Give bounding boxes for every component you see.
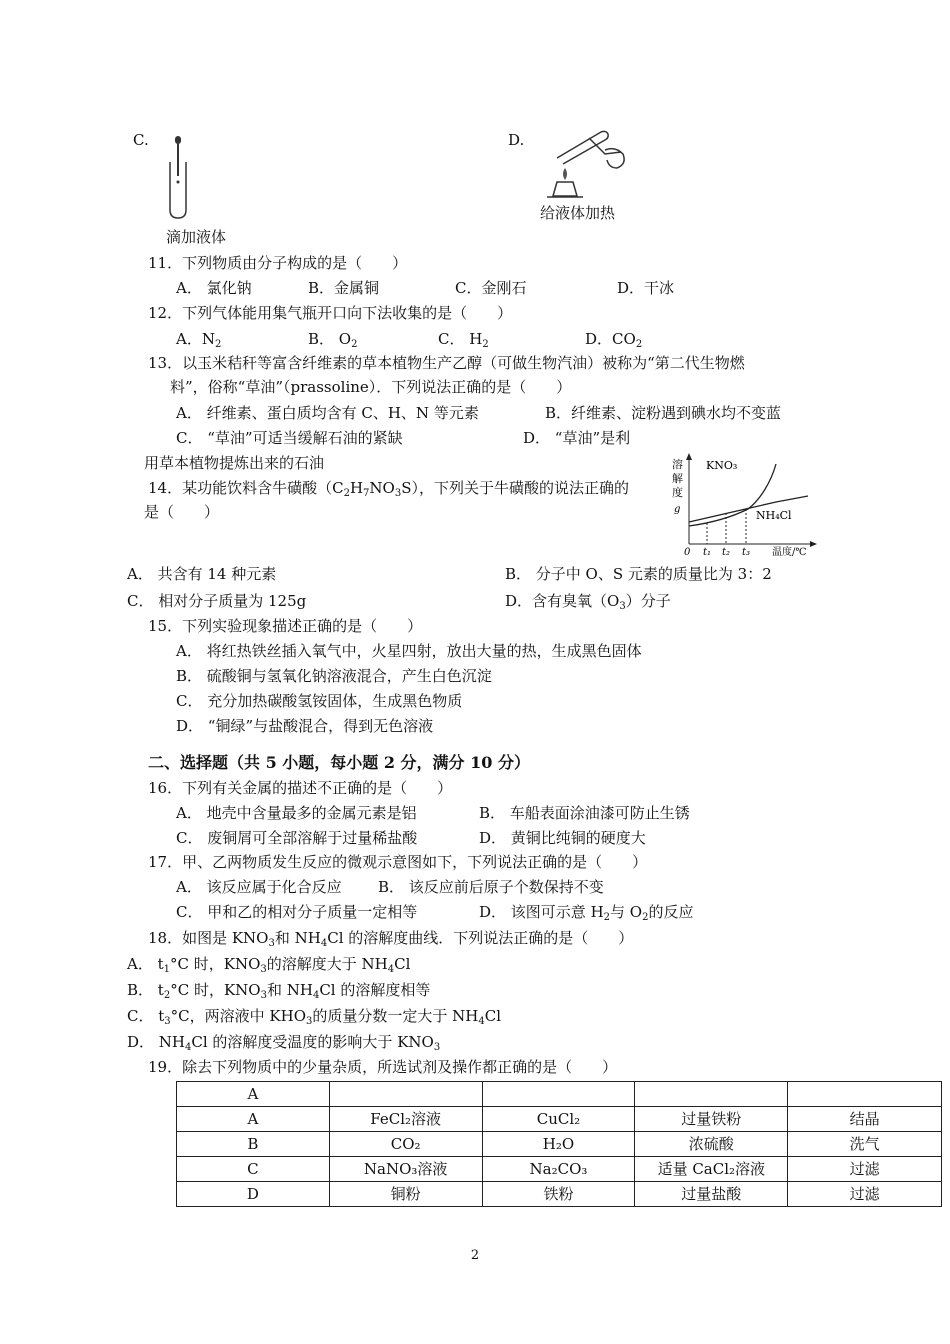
q12-stem: 12．下列气体能用集气瓶开口向下法收集的是（ ） (148, 304, 513, 322)
y-axis-label-3: 度 (672, 486, 683, 499)
q16-option-b: B． 车船表面涂油漆可防止生锈 (479, 804, 690, 822)
impurity-cell: H₂O (482, 1132, 635, 1157)
q17-stem: 17．甲、乙两物质发生反应的微观示意图如下，下列说法正确的是（ ） (148, 853, 648, 871)
q18-option-c: C． $t_3^\circ C$，两溶液中 $KHO_3$的质量分数一定大于 $NH_4Cl$ (127, 1007, 502, 1027)
test-tube-tilted (557, 131, 608, 164)
operation-cell: 过滤 (788, 1157, 942, 1182)
y-axis-label-1: 溶 (672, 458, 683, 471)
heating-liquid-figure (543, 124, 635, 200)
row-label: A (177, 1107, 330, 1132)
q13-option-a: A． 纤维素、蛋白质均含有 C、H、N 等元素 (176, 404, 479, 422)
q11-option-b: B．金属铜 (308, 279, 380, 297)
t2-label: t₂ (722, 547, 731, 558)
t3-label: t₃ (742, 547, 751, 558)
q18-option-b: B． $t_2^\circ C$ 时，$KNO_3$和 $NH_4Cl$ 的溶解度相等 (127, 981, 431, 1001)
q15-option-a: A． 将红热铁丝插入氧气中，火星四射，放出大量的热，生成黑色固体 (176, 642, 642, 660)
q10-option-d-caption: 给液体加热 (540, 204, 616, 222)
q13-option-b: B．纤维素、淀粉遇到碘水均不变蓝 (545, 404, 782, 422)
alcohol-lamp (553, 182, 577, 196)
q10-option-c-caption: 滴加液体 (166, 228, 227, 246)
table-header-cell (635, 1082, 788, 1107)
q11-option-c: C．金刚石 (455, 279, 527, 297)
impurity-cell: Na₂CO₃ (482, 1157, 635, 1182)
reagent-cell: 浓硫酸 (635, 1132, 788, 1157)
q11-option-d: D．干冰 (617, 279, 675, 297)
operation-cell: 过滤 (788, 1182, 942, 1207)
q11-stem: 11．下列物质由分子构成的是（ ） (148, 254, 408, 272)
q12-option-c: C． $H_2$ (438, 330, 489, 350)
q14-option-a: A． 共含有 14 种元素 (127, 565, 277, 583)
q12-option-a: A．$N_2$ (176, 330, 222, 350)
dropper-bulb (175, 136, 181, 144)
q15-option-b: B． 硫酸铜与氢氧化钠溶液混合，产生白色沉淀 (176, 667, 492, 685)
q13-stem-line1: 13．以玉米秸秆等富含纤维素的草本植物生产乙醇（可做生物汽油）被称为“第二代生物燃 (148, 354, 745, 372)
table-header-cell (329, 1082, 482, 1107)
table-row (177, 1182, 942, 1207)
x-axis-label: 温度/℃ (772, 547, 807, 558)
q18-option-d: D． $NH_4Cl$ 的溶解度受温度的影响大于 $KNO_3$ (127, 1033, 441, 1053)
q13-option-d-line1: D． “草油”是利 (523, 429, 631, 447)
substance-cell: NaNO₃溶液 (329, 1157, 482, 1182)
q14-option-b: B． 分子中 O、S 元素的质量比为 3：2 (505, 565, 772, 583)
q15-option-d: D． “铜绿”与盐酸混合，得到无色溶液 (176, 717, 434, 735)
table-row (177, 1107, 942, 1132)
q12-option-d: D．$CO_2$ (585, 330, 643, 350)
impurity-cell: 铁粉 (482, 1182, 635, 1207)
q10-option-c-label: C. (133, 131, 149, 149)
q15-option-c: C． 充分加热碳酸氢铵固体，生成黑色物质 (176, 692, 463, 710)
table-header-cell: A (177, 1082, 330, 1107)
table-header-cell (788, 1082, 942, 1107)
q18-option-a: A． $t_1^\circ C$ 时，$KNO_3$的溶解度大于 $NH_4Cl$ (127, 955, 411, 975)
q18-stem: 18．如图是 $KNO_3$和 $NH_4Cl$ 的溶解度曲线．下列说法正确的是（ ） (148, 929, 634, 949)
q16-option-d: D． 黄铜比纯铜的硬度大 (479, 829, 646, 847)
y-axis-label-2: 解 (672, 472, 683, 485)
operation-cell: 洗气 (788, 1132, 942, 1157)
origin-label: 0 (684, 547, 691, 558)
q19-stem: 19．除去下列物质中的少量杂质，所选试剂及操作都正确的是（ ） (148, 1058, 618, 1076)
table-header-cell (482, 1082, 635, 1107)
dropper-test-tube-figure (164, 132, 194, 222)
q14-stem-line2: 是（ ） (144, 503, 220, 521)
reagent-cell: 适量 CaCl₂溶液 (635, 1157, 788, 1182)
table-row (177, 1157, 942, 1182)
y-axis-unit: g (674, 504, 681, 515)
q19-options-table (176, 1081, 942, 1207)
q16-option-a: A． 地壳中含量最多的金属元素是铝 (176, 804, 417, 822)
q10-option-d-label: D. (508, 131, 525, 149)
t1-label: t₁ (703, 547, 712, 558)
impurity-cell: CuCl₂ (482, 1107, 635, 1132)
kno3-label: KNO₃ (706, 459, 738, 472)
q16-option-c: C． 废铜屑可全部溶解于过量稀盐酸 (176, 829, 418, 847)
q17-option-b: B． 该反应前后原子个数保持不变 (378, 878, 604, 896)
row-label: C (177, 1157, 330, 1182)
q17-option-a: A． 该反应属于化合反应 (176, 878, 342, 896)
liquid-drop (177, 181, 180, 184)
substance-cell: FeCl₂溶液 (329, 1107, 482, 1132)
q14-option-d: D．含有臭氧$(O_3)$分子 (505, 592, 671, 612)
reagent-cell: 过量铁粉 (635, 1107, 788, 1132)
hand (605, 149, 624, 168)
q14-option-c: C． 相对分子质量为 125g (127, 592, 307, 610)
q17-option-d: D． 该图可示意 $H_2$与 $O_2$的反应 (479, 903, 694, 923)
row-label: B (177, 1132, 330, 1157)
y-axis-arrow (686, 453, 692, 460)
q12-option-b: B． $O_2$ (308, 330, 358, 350)
q13-option-d-line2: 用草本植物提炼出来的石油 (144, 454, 325, 472)
reagent-cell: 过量盐酸 (635, 1182, 788, 1207)
flame (563, 168, 567, 180)
table-header-row (177, 1082, 942, 1107)
x-axis-arrow (810, 541, 817, 547)
q11-option-a: A． 氯化钠 (176, 279, 252, 297)
section-heading: 二、选择题（共 5 小题，每小题 2 分，满分 10 分） (148, 753, 530, 772)
row-label: D (177, 1182, 330, 1207)
q17-option-c: C． 甲和乙的相对分子质量一定相等 (176, 903, 418, 921)
nh4cl-label: NH₄Cl (756, 509, 792, 522)
q15-stem: 15．下列实验现象描述正确的是（ ） (148, 617, 423, 635)
operation-cell: 结晶 (788, 1107, 942, 1132)
page-number: 2 (470, 1248, 480, 1263)
q14-stem-line1: 14．某功能饮料含牛磺酸$(C_2H_7NO_3S)$，下列关于牛磺酸的说法正确的 (148, 479, 630, 499)
table-row (177, 1132, 942, 1157)
solubility-curve-graph (668, 452, 818, 560)
substance-cell: CO₂ (329, 1132, 482, 1157)
q13-option-c: C． “草油”可适当缓解石油的紧缺 (176, 429, 403, 447)
q13-stem-line2: 料”，俗称“草油”（prassoline）．下列说法正确的是（ ） (170, 378, 572, 396)
q16-stem: 16．下列有关金属的描述不正确的是（ ） (148, 779, 453, 797)
substance-cell: 铜粉 (329, 1182, 482, 1207)
